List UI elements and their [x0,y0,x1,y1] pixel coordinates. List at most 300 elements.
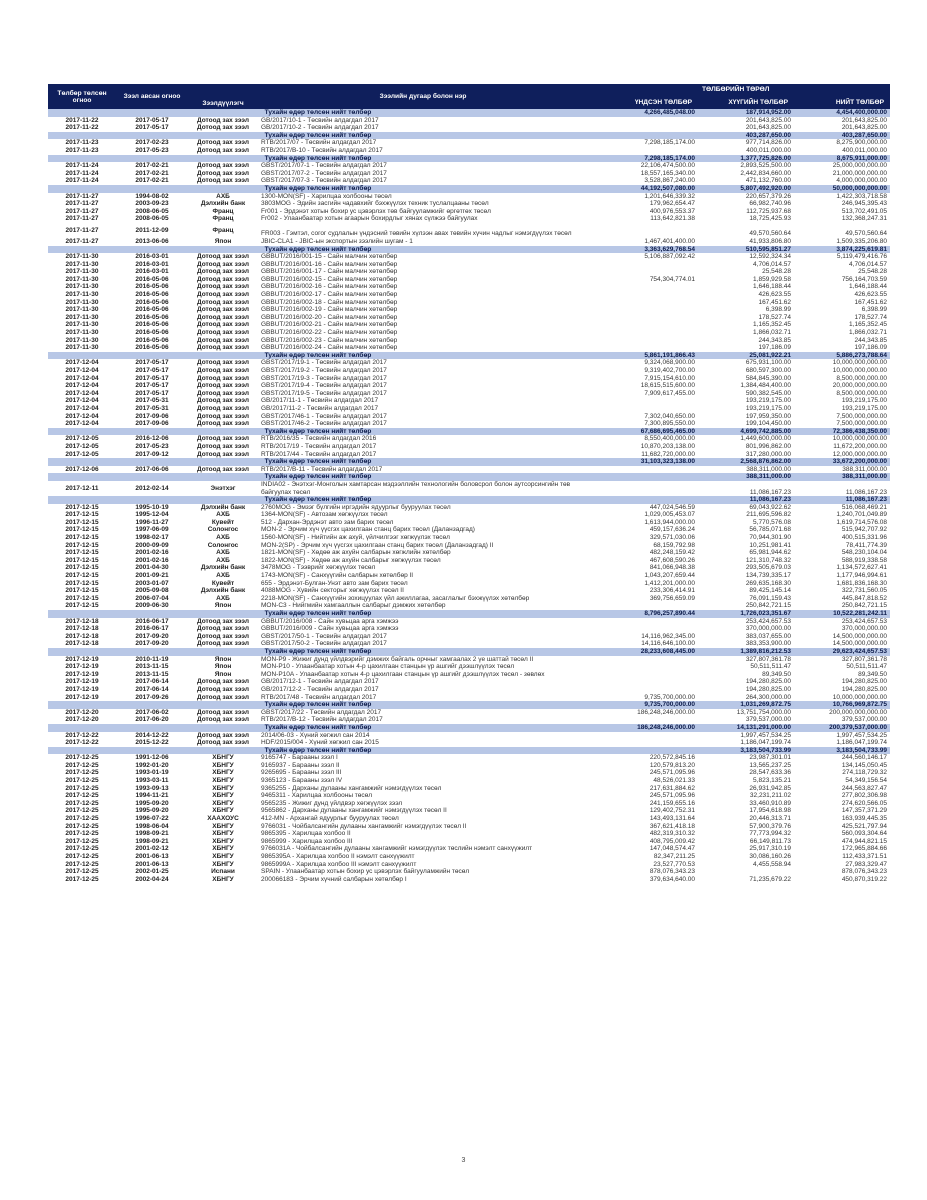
interest-payment: 1,449,600,000.00 [740,435,791,443]
total-payment: 134,145,050.45 [841,761,887,769]
table-row [48,200,890,208]
pay-date: 2017-12-04 [65,382,99,390]
total-payment: 10,000,000,000.00 [832,359,887,367]
total-payment: 193,219,175.00 [841,404,887,412]
loan-name: GBST/2017/46-2 - Төсвийн алдагдал 2017 [261,420,387,428]
loan-name: GBST/2017/19-3 - Төсвийн алдагдал 2017 [261,374,387,382]
subtotal-row [48,458,890,466]
total-payment: 274,118,729.32 [842,769,887,777]
loan-name: 9465311 - Харилцаа холбооны төсөл [261,792,373,800]
loan-date: 1996-07-22 [135,815,169,823]
loan-date: 2009-06-30 [135,602,169,610]
loan-name: RTB/2017/B-10 - Төсвийн алдагдал 2017 [261,146,383,154]
pay-date: 2017-12-15 [65,564,99,572]
principal-payment: 18,615,515,600.00 [640,382,695,390]
lender: Дотоод зах зээл [197,336,249,344]
interest-payment: 50,511,511.47 [750,663,791,671]
interest-payment: 5,770,576.08 [753,518,791,526]
table-row [48,815,890,823]
principal-payment: 459,157,636.24 [649,526,695,534]
loan-name: HDF/2015/004 - Хүний хөгжил сан 2015 [261,739,379,747]
principal-payment [588,306,698,314]
principal-payment: 143,493,131.64 [649,815,695,823]
loan-name: RTB/2017/B-12 - Төсвийн алдагдал 2017 [261,716,383,724]
loan-name: GBBUT/2016/002-20 - Сайн малчин хөтөлбөр [261,313,398,321]
subtotal-interest: 1,726,023,351.67 [698,610,794,618]
interest-payment: 201,643,825.00 [745,116,791,124]
loan-name: 1743-MON(SF) - Санхүүгийн салбарын хөтөлбөр II [261,572,414,580]
lender: АХБ [216,534,230,542]
total-payment: 1,997,457,534.25 [836,731,887,739]
lender: Дотоод зах зээл [197,450,249,458]
pay-date: 2017-11-27 [65,192,99,200]
lender: АХБ [216,556,230,564]
total-payment: 379,537,000.00 [841,716,887,724]
pay-date: 2017-12-25 [65,830,99,838]
lender: Дотоод зах зээл [197,260,249,268]
lender: Дотоод зах зээл [197,382,249,390]
loan-date: 2016-06-17 [135,625,169,633]
pay-date: 2017-12-22 [65,731,99,739]
loan-name: 9165747 - Барааны зээл I [261,754,338,762]
lender: Дотоод зах зээл [197,306,249,314]
total-payment: 25,548.28 [858,268,887,276]
lender: ХБНГУ [212,777,234,785]
interest-payment: 65,981,944.62 [749,549,791,557]
loan-date: 2017-02-21 [135,177,169,185]
lender: Дэлхийн банк [200,200,246,208]
interest-payment: 199,104,450.00 [745,420,791,428]
interest-payment: 13,565,237.25 [749,761,791,769]
total-payment: 27,983,329.47 [845,860,887,868]
interest-payment: 121,310,748.32 [745,556,791,564]
lender: Дотоод зах зээл [197,116,249,124]
table-row [48,618,890,626]
lender: Дотоод зах зээл [197,640,249,648]
lender: ХБНГУ [212,769,234,777]
pay-date: 2017-11-22 [65,124,99,132]
subtotal-row [48,747,890,755]
lender: ХБНГУ [212,830,234,838]
subtotal-label: Тухайн өдөр төлсөн нийт төлбөр [48,246,588,254]
table-row [48,663,890,671]
lender: ХБНГУ [212,875,234,883]
table-row [48,443,890,451]
loan-name: GBBUT/2016/002-17 - Сайн малчин хөтөлбөр [261,291,398,299]
principal-payment: 9,319,402,700.00 [644,367,695,374]
loan-date: 1995-09-20 [135,799,169,807]
lender: Солонгос [207,526,239,534]
interest-payment: 28,547,633.36 [749,769,791,777]
table-body [48,109,890,883]
principal-payment: 1,412,201,000.00 [644,579,695,587]
loan-name: GBST/2017/46-1 - Төсвийн алдагдал 2017 [261,412,387,420]
subtotal-total: 29,623,424,657.53 [794,648,890,656]
lender: Дотоод зах зээл [197,389,249,397]
total-payment: 1,619,714,576.08 [836,518,887,526]
subtotal-row [48,185,890,193]
loan-name: SPAIN - Улаанбаатар хотын бохир ус цэвэрлэх байгууламжийн төсөл [261,868,470,876]
principal-payment: 482,319,310.32 [649,830,695,838]
header-pay-date: Төлбөр төлсөн огноо [48,84,116,109]
loan-date: 1995-09-20 [135,807,169,815]
lender: Дотоод зах зээл [197,291,249,299]
total-payment: 250,842,721.15 [841,602,887,610]
loan-date: 2017-05-23 [135,442,169,450]
principal-payment [588,671,698,679]
subtotal-interest: 11,086,167.23 [698,496,794,504]
lender: Дотоод зах зээл [197,442,249,450]
pay-date: 2017-12-25 [65,807,99,815]
interest-payment: 1,859,929.58 [753,275,791,283]
interest-payment: 25,917,310.19 [749,845,791,853]
subtotal-total: 3,183,504,733.99 [794,747,890,755]
principal-payment: 754,304,774.01 [649,275,695,283]
lender: ХБНГУ [212,822,234,830]
lender: ХБНГУ [212,754,234,762]
loan-name: GBBUT/2016/002-22 - Сайн малчин хөтөлбөр [261,329,398,337]
lender: Дотоод зах зээл [197,617,249,625]
loan-name: 9265695 - Барааны зээл III [261,769,342,777]
loan-date: 2017-05-31 [135,404,169,412]
loan-name: GBBUT/2016/002-15 - Сайн малчин хөтөлбөр [261,275,398,283]
interest-payment: 134,739,335.17 [745,572,791,580]
pay-date: 2017-12-15 [65,518,99,526]
pay-date: 2017-12-25 [65,860,99,868]
total-payment: 474,944,821.15 [841,837,887,845]
loan-name: GBBUT/2016/009 - Сайн хувьцаа арга хэмжээ [261,625,399,633]
table-row [48,876,890,884]
subtotal-total: 403,287,650.00 [794,132,890,140]
interest-payment: 253,424,657.53 [745,617,791,625]
pay-date: 2017-12-25 [65,784,99,792]
lender: Испани [211,868,235,876]
lender: Кувейт [211,518,235,526]
loan-name: GBST/2017/19-5 - Төсвийн алдагдал 2017 [261,389,387,397]
pay-date: 2017-11-30 [65,253,99,261]
interest-payment: 23,987,301.01 [749,754,791,762]
interest-payment: 4,455,558.94 [753,860,791,868]
table-row [48,580,890,588]
total-payment: 25,000,000,000.00 [832,162,887,170]
interest-payment: 10,251,981.41 [749,541,791,549]
total-payment: 11,086,167.23 [845,488,887,496]
loan-date: 2017-05-17 [135,389,169,397]
header-payment-type: ТӨЛБӨРИЙН ТӨРӨЛ [698,84,890,95]
interest-payment: 220,657,379.26 [745,192,791,200]
interest-payment: 2,442,834,660.00 [740,169,791,177]
table-row [48,321,890,329]
total-payment: 327,807,361.78 [841,655,887,663]
total-payment: 878,076,343.23 [841,868,887,876]
interest-payment: 194,280,825.00 [745,678,791,686]
interest-payment: 11,086,167.23 [749,488,791,496]
loan-name: GBBUT/2016/002-23 - Сайн малчин хөтөлбөр [261,336,398,344]
principal-payment: 379,634,640.00 [649,875,695,883]
lender: Франц [212,226,234,234]
subtotal-principal: 9,735,700,000.00 [588,701,698,709]
subtotal-label: Тухайн өдөр төлсөн нийт төлбөр [48,109,588,117]
table-row [48,268,890,276]
total-payment: 274,620,566.05 [841,799,887,807]
table-row [48,602,890,610]
lender: Дотоод зах зээл [197,367,249,374]
pay-date: 2017-12-05 [65,450,99,458]
pay-date: 2017-12-25 [65,799,99,807]
pay-date: 2017-11-27 [65,207,99,215]
subtotal-total: 11,086,167.23 [794,496,890,504]
total-payment: 10,000,000,000.00 [832,435,887,443]
total-payment: 513,702,491.05 [841,207,887,215]
principal-payment [588,716,698,724]
interest-payment: 26,931,942.85 [749,784,791,792]
total-payment: 172,965,884.66 [841,845,887,853]
subtotal-interest: 25,081,922.21 [698,352,794,360]
total-payment: 10,000,000,000.00 [832,693,887,701]
loan-name: RTB/2016/35 - Төсвийн алдагдал 2016 [261,435,377,443]
table-row [48,785,890,793]
total-payment: 5,119,479,416.76 [836,253,887,261]
principal-payment [588,329,698,337]
interest-payment: 201,643,825.00 [745,124,791,132]
pay-date: 2017-12-25 [65,754,99,762]
pay-date: 2017-11-30 [65,321,99,329]
lender: Дотоод зах зээл [197,685,249,693]
header-total: НИЙТ ТӨЛБӨР [794,95,890,109]
pay-date: 2017-12-15 [65,534,99,542]
loan-name: GBST/2017/07-1 - Төсвийн алдагдал 2017 [261,162,387,170]
lender: Дотоод зах зээл [197,632,249,640]
subtotal-principal: 8,796,257,890.44 [588,610,698,618]
loan-date: 1993-01-19 [135,769,169,777]
principal-payment [588,397,698,405]
pay-date: 2017-12-25 [65,792,99,800]
subtotal-total: 72,386,438,350.00 [794,428,890,436]
loan-date: 2016-03-01 [135,268,169,276]
table-row [48,769,890,777]
pay-date: 2017-12-15 [65,556,99,564]
lender: Дэлхийн банк [200,564,246,572]
loan-date: 2012-02-14 [135,484,169,492]
subtotal-interest: 1,377,725,826.00 [698,155,794,163]
table-row [48,694,890,702]
loan-name: 9865395A - Харилцаа холбоо II нэмэлт санхүүжилт [261,853,415,860]
total-payment: 201,643,825.00 [841,124,887,132]
subtotal-principal [588,747,698,755]
table-row [48,671,890,679]
loan-name: 1364-MON(SF) - Автозам хөгжүүлэх төсөл [261,511,388,519]
subtotal-label: Тухайн өдөр төлсөн нийт төлбөр [48,747,588,755]
table-row [48,572,890,580]
principal-payment: 400,976,553.37 [649,207,695,215]
table-row [48,397,890,405]
pay-date: 2017-11-30 [65,313,99,321]
lender: ХБНГУ [212,860,234,868]
principal-payment [588,466,698,474]
table-row [48,367,890,375]
loan-name: 9365123 - Барааны зээл IV [261,777,343,785]
interest-payment: 66,982,740.96 [749,200,791,208]
total-payment: 8,500,000,000.00 [836,374,887,382]
loan-date: 2016-03-01 [135,253,169,261]
lender: Дотоод зах зээл [197,321,249,329]
loan-date: 2000-09-09 [135,541,169,549]
total-payment: 132,368,247.31 [841,215,887,223]
table-row [48,754,890,762]
loan-date: 1994-11-21 [135,792,169,800]
interest-payment: 71,235,679.22 [749,875,791,883]
table-row [48,253,890,261]
pay-date: 2017-12-20 [65,716,99,724]
interest-payment: 57,900,379.76 [749,822,791,830]
total-payment: 244,560,146.17 [841,754,887,762]
lender: Дотоод зах зээл [197,739,249,747]
pay-date: 2017-12-22 [65,739,99,747]
loan-name: GBST/2017/19-2 - Төсвийн алдагдал 2017 [261,367,387,374]
principal-payment: 245,571,095.96 [649,769,695,777]
loan-date: 2016-05-06 [135,298,169,306]
interest-payment: 250,842,721.15 [745,602,791,610]
principal-payment [588,337,698,345]
table-row [48,511,890,519]
interest-payment: 317,280,000.00 [745,450,791,458]
total-payment: 1,134,572,627.41 [836,564,887,572]
lender: Энэтхэг [210,484,236,492]
pay-date: 2017-12-05 [65,435,99,443]
total-payment: 163,939,445.35 [841,815,887,823]
subtotal-row [48,724,890,732]
total-payment: 1,646,188.44 [849,283,887,291]
loan-date: 2016-05-06 [135,336,169,344]
table-row [48,526,890,534]
table-header [48,84,890,109]
lender: Дотоод зах зээл [197,275,249,283]
table-row [48,853,890,861]
principal-payment [588,321,698,329]
loan-date: 2013-11-15 [135,663,169,671]
principal-payment: 179,962,654.47 [649,200,695,208]
interest-payment: 269,635,168.30 [745,579,791,587]
table-row [48,390,890,398]
loan-date: 2010-11-19 [135,655,169,663]
subtotal-interest: 403,287,650.00 [698,132,794,140]
pay-date: 2017-12-04 [65,420,99,428]
table-row [48,193,890,201]
principal-payment [588,261,698,269]
loan-name: RTB/2017/07 - Төсвийн алдагдал 2017 [261,139,377,147]
pay-date: 2017-11-27 [65,200,99,208]
interest-payment: 1,165,352.45 [753,321,791,329]
table-row [48,405,890,413]
interest-payment: 1,997,457,534.25 [740,731,791,739]
lender: АХБ [216,192,230,200]
total-payment: 14,500,000,000.00 [832,632,887,640]
loan-date: 2013-06-06 [135,237,169,245]
table-row [48,359,890,367]
total-payment: 1,240,701,049.89 [836,511,887,519]
loan-name: GBST/2017/19-1 - Төсвийн алдагдал 2017 [261,359,387,367]
principal-payment: 18,557,165,340.00 [640,169,695,177]
table-row [48,633,890,641]
total-payment: 1,177,946,994.61 [836,572,887,580]
lender: Дотоод зах зээл [197,268,249,276]
loan-date: 2017-09-12 [135,450,169,458]
loan-name: 3478MOG - Тээврийг хөгжүүлэх төсөл [261,564,376,572]
lender: Япон [214,602,232,610]
principal-payment [588,618,698,626]
interest-payment: 167,451.62 [758,298,791,306]
loan-date: 2016-05-06 [135,313,169,321]
header-loan-name: Зээлийн дугаар болон нэр [258,84,588,109]
principal-payment: 5,106,887,092.42 [644,253,695,261]
document-page [48,84,890,883]
loan-name: 412-MN - Архангай ядуурлыг бууруулах төсөл [261,815,399,823]
lender: Дотоод зах зээл [197,374,249,382]
principal-payment [588,656,698,664]
loan-date: 2016-05-06 [135,344,169,352]
table-row [48,337,890,345]
total-payment: 20,000,000,000.00 [832,382,887,390]
loan-name: GB/2017/12-1 - Төсвийн алдагдал 2017 [261,678,379,686]
interest-payment: 70,944,301.90 [749,534,791,542]
interest-payment: 17,954,618.98 [749,807,791,815]
table-row [48,117,890,125]
subtotal-label: Тухайн өдөр төлсөн нийт төлбөр [48,458,588,466]
subtotal-interest: 3,183,504,733.99 [698,747,794,755]
interest-payment: 584,845,390.00 [745,374,791,382]
pay-date: 2017-11-27 [65,215,99,223]
total-payment: 253,424,657.53 [841,617,887,625]
loan-name: 4088MOG - Хувийн секторыг хөгжүүлэх төсөл II [261,587,404,595]
loan-date: 2016-05-06 [135,306,169,314]
pay-date: 2017-11-30 [65,260,99,268]
loan-name: 200066183 - Эрчим хүчний салбарын хөтөлбөр I [261,875,407,883]
lender: Дотоод зах зээл [197,169,249,177]
total-payment: 1,681,836,168.30 [836,579,887,587]
principal-payment: 7,300,895,550.00 [644,420,695,428]
principal-payment: 447,024,546.59 [649,503,695,511]
table-row [48,595,890,603]
interest-payment: 426,623.55 [758,291,791,299]
table-row [48,549,890,557]
pay-date: 2017-12-25 [65,815,99,823]
lender: Дотоод зах зээл [197,313,249,321]
loan-date: 2015-12-22 [135,739,169,747]
loan-name: GBST/2017/07-2 - Төсвийн алдагдал 2017 [261,169,387,177]
subtotal-label: Тухайн өдөр төлсөн нийт төлбөр [48,428,588,436]
total-payment: 7,500,000,000.00 [836,412,887,420]
pay-date: 2017-11-22 [65,116,99,124]
table-row [48,739,890,747]
table-row [48,314,890,322]
lender: Дотоод зах зээл [197,344,249,352]
interest-payment: 197,186.09 [758,344,791,352]
subtotal-row [48,109,890,117]
interest-payment: 1,866,032.71 [753,329,791,337]
total-payment: 7,500,000,000.00 [836,420,887,428]
lender: Япон [214,237,232,245]
loan-name: JBIC-CLA1 - JBIC-ын экспортын зээлийн шугам - 1 [261,237,413,245]
pay-date: 2017-12-15 [65,511,99,519]
loan-date: 1992-01-20 [135,761,169,769]
interest-payment: 32,231,211.02 [749,792,791,800]
total-payment: 194,280,825.00 [841,685,887,693]
lender: Дотоод зах зээл [197,162,249,170]
total-payment: 515,942,707.92 [841,526,887,534]
table-row [48,777,890,785]
principal-payment [588,124,698,132]
loan-name: 9165937 - Барааны зээл II [261,761,340,769]
